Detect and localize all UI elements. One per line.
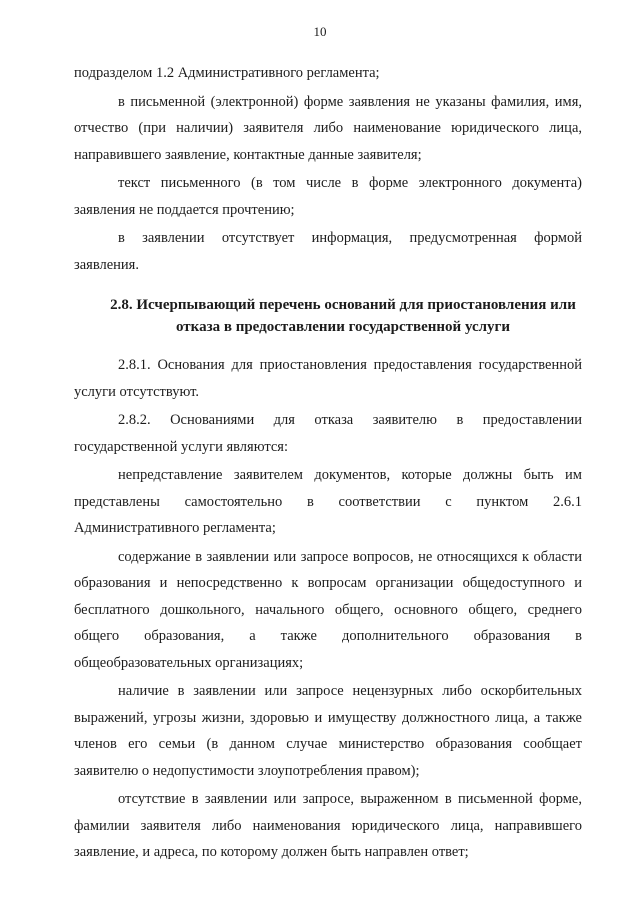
paragraph-missing-info: в заявлении отсутствует информация, предусмотренная формой заявления. <box>74 230 582 273</box>
page-number: 10 <box>313 24 327 39</box>
paragraph-unrelated-questions: содержание в заявлении или запросе вопросов, не относящихся к области образования и непосредственно к вопросам организации общедоступного и бесплатного дошкольного, начального общего, основного общего, среднего общего образования, а также дополнительного образования в общеобразовательных организациях; <box>74 548 582 671</box>
paragraph-2-8-2: 2.8.2. Основаниями для отказа заявителю в предоставлении государственной услуги являются: <box>74 412 582 455</box>
section-heading <box>74 294 582 338</box>
paragraph-missing-address: отсутствие в заявлении или запросе, выраженном в письменной форме, фамилии заявителя либо наименования юридического лица, направившего заявление, и адреса, по которому должен быть направлен ответ; <box>74 791 582 860</box>
paragraph-unreadable-text: текст письменного (в том числе в форме электронного документа) заявления не поддается прочтению; <box>74 175 582 218</box>
section-number: 2.8. <box>110 297 133 313</box>
paragraph-missing-name: в письменной (электронной) форме заявления не указаны фамилия, имя, отчество (при наличии) заявителя либо наименование юридического лица, направившего заявление, контактные данные заявителя; <box>74 93 582 163</box>
document-body <box>74 60 582 868</box>
paragraph-no-documents: непредставление заявителем документов, которые должны быть им представлены самостоятельно в соответствии с пунктом 2.6.1 Административного регламента; <box>74 467 582 536</box>
section-title: Исчерпывающий перечень оснований для приостановления или отказа в предоставлении государственной услуги <box>136 297 576 335</box>
paragraph-offensive-language: наличие в заявлении или запросе нецензурных либо оскорбительных выражений, угрозы жизни, здоровью и имуществу должностного лица, а также членов его семьи (в данном случае министерство образования сообщает заявителю о недопустимости злоупотребления правом); <box>74 683 582 779</box>
paragraph-2-8-1: 2.8.1. Основания для приостановления предоставления государственной услуги отсутствуют. <box>74 357 582 400</box>
paragraph-continuation: подразделом 1.2 Административного регламента; <box>74 65 380 81</box>
